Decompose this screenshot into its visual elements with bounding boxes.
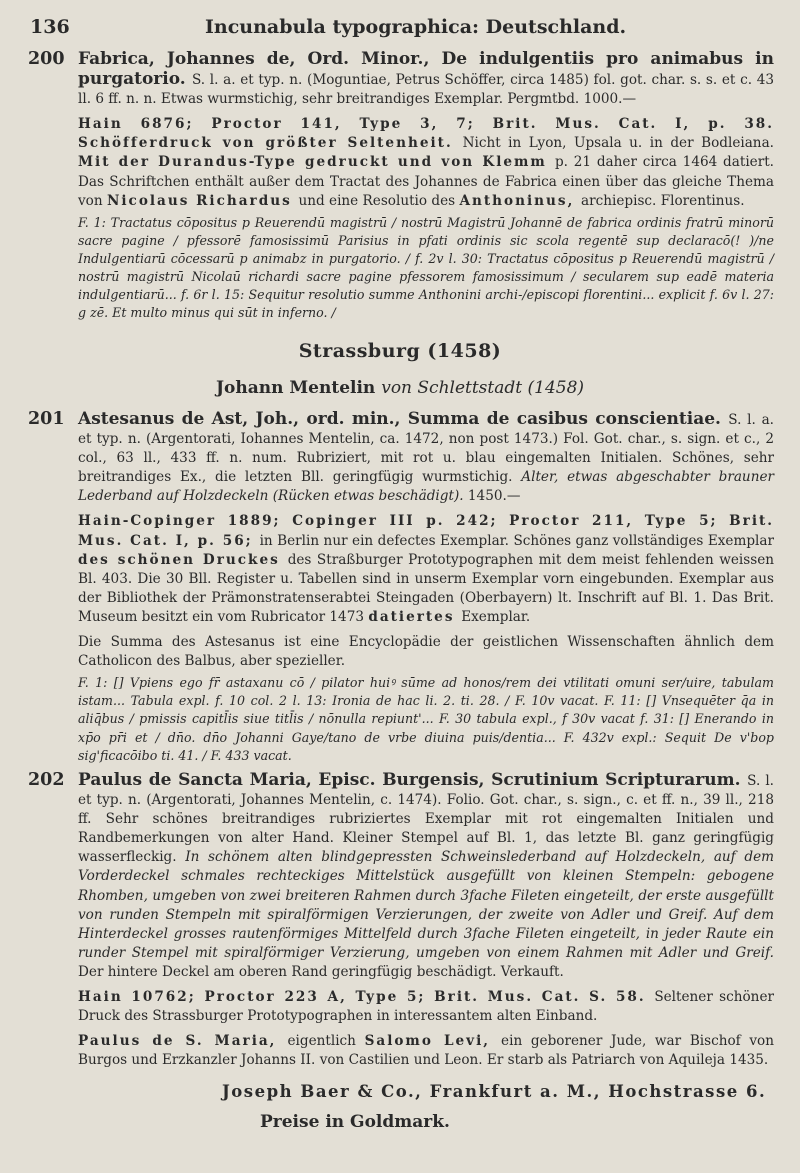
- entry-note-spaced: Paulus de S. Maria,: [78, 1033, 288, 1050]
- section-heading-city: Strassburg (1458): [298, 340, 502, 362]
- entry-binding: In schönem alten blindgepressten Schweinslederband auf Holzdeckeln, auf dem Vorderdeckel schmales rechteckiges Mittelstück ausgefüllt von kleinen Stempeln: gebogene Rhomben, umgeben von zwei breiteren Rahmen durch 3fache Fileten eingeteilt, der erste ausgefüllt von runden Stempeln mit spiralförmigen Verzierungen, der zweite von Adler und Greif. Auf dem Hinterdeckel grosses rautenförmiges Mittelfeld durch 3fache Fileten eingeteilt, in jeder Raute ein runder Stempel mit spiralförmiger Verzierung, umgeben von einem Rahmen mit Adler und Greif.: [78, 849, 775, 961]
- entry-binding-end: Der hintere Deckel am oberen Rand geringfügig beschädigt.: [78, 963, 501, 980]
- page-header: [30, 16, 780, 40]
- entry-title: Paulus de Sancta Maria, Episc. Burgensis, Scrutinium Scripturarum.: [78, 770, 748, 790]
- entry-body: [78, 771, 774, 1070]
- entry-binding: Alter, etwas abgeschabter brauner Lederband auf Holzdeckeln (Rücken etwas beschädigt).: [78, 469, 774, 505]
- entry-200: [28, 50, 774, 322]
- entry-price: Verkauft.: [500, 963, 564, 980]
- entry-note: des Straßburger Prototypographen mit dem meist fehlenden weissen Bl. 403. Die 30 Bll. Register u. Tabellen sind in unserm Exemplar vorn eingebunden. Exemplar aus der Bibliothek der Prämonstratenserabtei Steingaden (Oberbayern) lt. Inschrift auf Bl. 1. Das Brit. Museum besitzt ein vom Rubricator 1473: [78, 551, 774, 625]
- entry-note: eigentlich: [287, 1033, 365, 1050]
- entry-reference: Hain-Copinger 1889; Copinger III p. 242; Proctor 211, Type 5; Brit. Mus. Cat. I, p. 56;: [78, 513, 774, 549]
- entry-202: [28, 771, 774, 1070]
- entry-body: [78, 50, 774, 322]
- entry-reference: Hain 6876; Proctor 141, Type 3, 7; Brit. Mus. Cat. I, p. 38. Schöfferdruck von größter Seltenheit.: [78, 116, 774, 152]
- entry-note: Nicht in Lyon, Upsala u. in der Bodleiana.: [462, 135, 774, 152]
- entry-note: Seltener schöner Druck des Strassburger Prototypographen in interessantem alten Einband.: [78, 989, 774, 1025]
- entry-note-spaced: Nicolaus Richardus: [106, 192, 299, 209]
- entry-title: Fabrica, Johannes de, Ord. Minor., De indulgentiis pro animabus in purgatorio.: [78, 49, 774, 90]
- entry-note-spaced: datiertes: [368, 608, 462, 625]
- entry-number: 202: [28, 770, 65, 790]
- entry-transcription: F. 1: Tractatus cōpositus p Reuerendū magistrū / nostrū Magistrū Johannē de fabrica ordinis fratrū minorū sacre pagine / pfessorē famosissimū Parisius in pfati ordinis sic scola regentē sup declaracō(! )/ne Indulgentiarū cōcessarū p animabz in purgatorio. / f. 2v l. 30: Tractatus cōpositus p Reuerendū magistrū / nostrū magistrū Nicolaū richardi sacre pagine pfessorem famosissimum / secularem sup eadē materia indulgentiarū... f. 6r l. 15: Sequitur resolutio summe Anthonini archi-/episcopi florentini... explicit f. 6v l. 27: g zē. Et multo minus qui sūt in inferno. /: [78, 214, 774, 321]
- entry-note-spaced: Anthoninus,: [459, 192, 582, 209]
- entry-note-spaced: des schönen Druckes: [78, 551, 288, 568]
- entry-number: 200: [28, 49, 65, 69]
- running-title: Incunabula typographica: Deutschland.: [205, 16, 627, 38]
- entry-note: Die Summa des Astesanus ist eine Encyclopädie der geistlichen Wissenschaften ähnlich dem Catholicon des Balbus, aber spezieller.: [78, 634, 774, 670]
- entry-note: in Berlin nur ein defectes Exemplar. Schönes ganz vollständiges Exemplar: [259, 532, 774, 549]
- section-heading-printer: [0, 378, 800, 398]
- page-number: 136: [30, 16, 70, 38]
- entry-reference: Hain 10762; Proctor 223 A, Type 5; Brit. Mus. Cat. S. 58.: [78, 989, 655, 1006]
- entry-note-spaced: Mit der Durandus-Type gedruckt und von Klemm: [78, 154, 555, 171]
- entry-transcription: F. 1: [] Vpiens ego fr̄ astaxanu cō / pilator huiꝰ sūme ad honos/rem dei vtilitati omuni ser/uire, tabulam istam... Tabula expl. f. 10 col. 2 l. 13: Ironia de hac li. 2. ti. 28. / F. 10v vacat. F. 11: [] Vnsequēter q̄a in aliq̄bus / pmissis capitl̄is siue titl̄is / nōnulla repiunt'... F. 30 tabula expl., f 30v vacat f. 31: [] Enerando in xp̄o pr̄i et / dn̄o. dn̄o Johanni Gaye/tano de vrbe diuina puis/dentia... F. 432v expl.: Sequit De v'bop sig'ficacōibo ti. 41. / F. 433 vacat.: [78, 675, 774, 763]
- entry-201: [28, 410, 774, 765]
- entry-imprint: S. l. a. et typ. n. (Argentorati, Iohannes Mentelin, ca. 1472, non post 1473.) Fol. Got. char., s. sign. et c., 2 col., 63 ll., 433 ff. n. num. Rubriziert, mit rot u. blau eingemalten Initialen. Schönes, sehr breitrandiges Ex., die letzten Bll. geringfügig wurmstichig.: [78, 412, 774, 486]
- entry-body: [78, 410, 774, 765]
- publisher-line: Joseph Baer & Co., Frankfurt a. M., Hochstrasse 6.: [222, 1082, 767, 1101]
- entry-note: archiepisc. Florentinus.: [581, 192, 745, 209]
- entry-note: ein geborener Jude, war Bischof von Burgos und Erzkanzler Johanns II. von Castilien und Leon. Er starb als Patriarch von Aquileja 1435.: [78, 1033, 774, 1069]
- entry-note-spaced: Salomo Levi,: [364, 1033, 502, 1050]
- entry-number: 201: [28, 409, 65, 429]
- printer-place: von Schlettstadt (1458): [381, 378, 585, 398]
- entry-note: Exemplar.: [461, 608, 531, 625]
- entry-title: Astesanus de Ast, Joh., ord. min., Summa de casibus conscientiae.: [78, 409, 729, 429]
- entry-note: und eine Resolutio des: [298, 192, 460, 209]
- entry-imprint: S. l. a. et typ. n. (Moguntiae, Petrus Schöffer, circa 1485) fol. got. char. s. s. et c. 43 ll. 6 ff. n. n. Etwas wurmstichig, sehr breitrandiges Exemplar. Pergmtbd. 1000.—: [78, 72, 774, 108]
- printer-name: Johann Mentelin: [215, 378, 382, 398]
- price-note: Preise in Goldmark.: [260, 1112, 450, 1132]
- entry-note: p. 21 daher circa 1464 datiert. Das Schriftchen enthält außer dem Tractat des Johannes de Fabrica einen über das gleiche Thema von: [78, 154, 774, 209]
- entry-price: 1450.—: [467, 488, 521, 505]
- entry-imprint: S. l. et typ. n. (Argentorati, Johannes Mentelin, c. 1474). Folio. Got. char., s. sign., c. et ff. n., 39 ll., 218 ff. Sehr schönes breitrandiges rubriziertes Exemplar mit rot eingemalten Initialen und Randbemerkungen von alter Hand. Kleiner Stempel auf Bl. 1, das letzte Bl. ganz geringfügig wasserfleckig.: [78, 773, 775, 866]
